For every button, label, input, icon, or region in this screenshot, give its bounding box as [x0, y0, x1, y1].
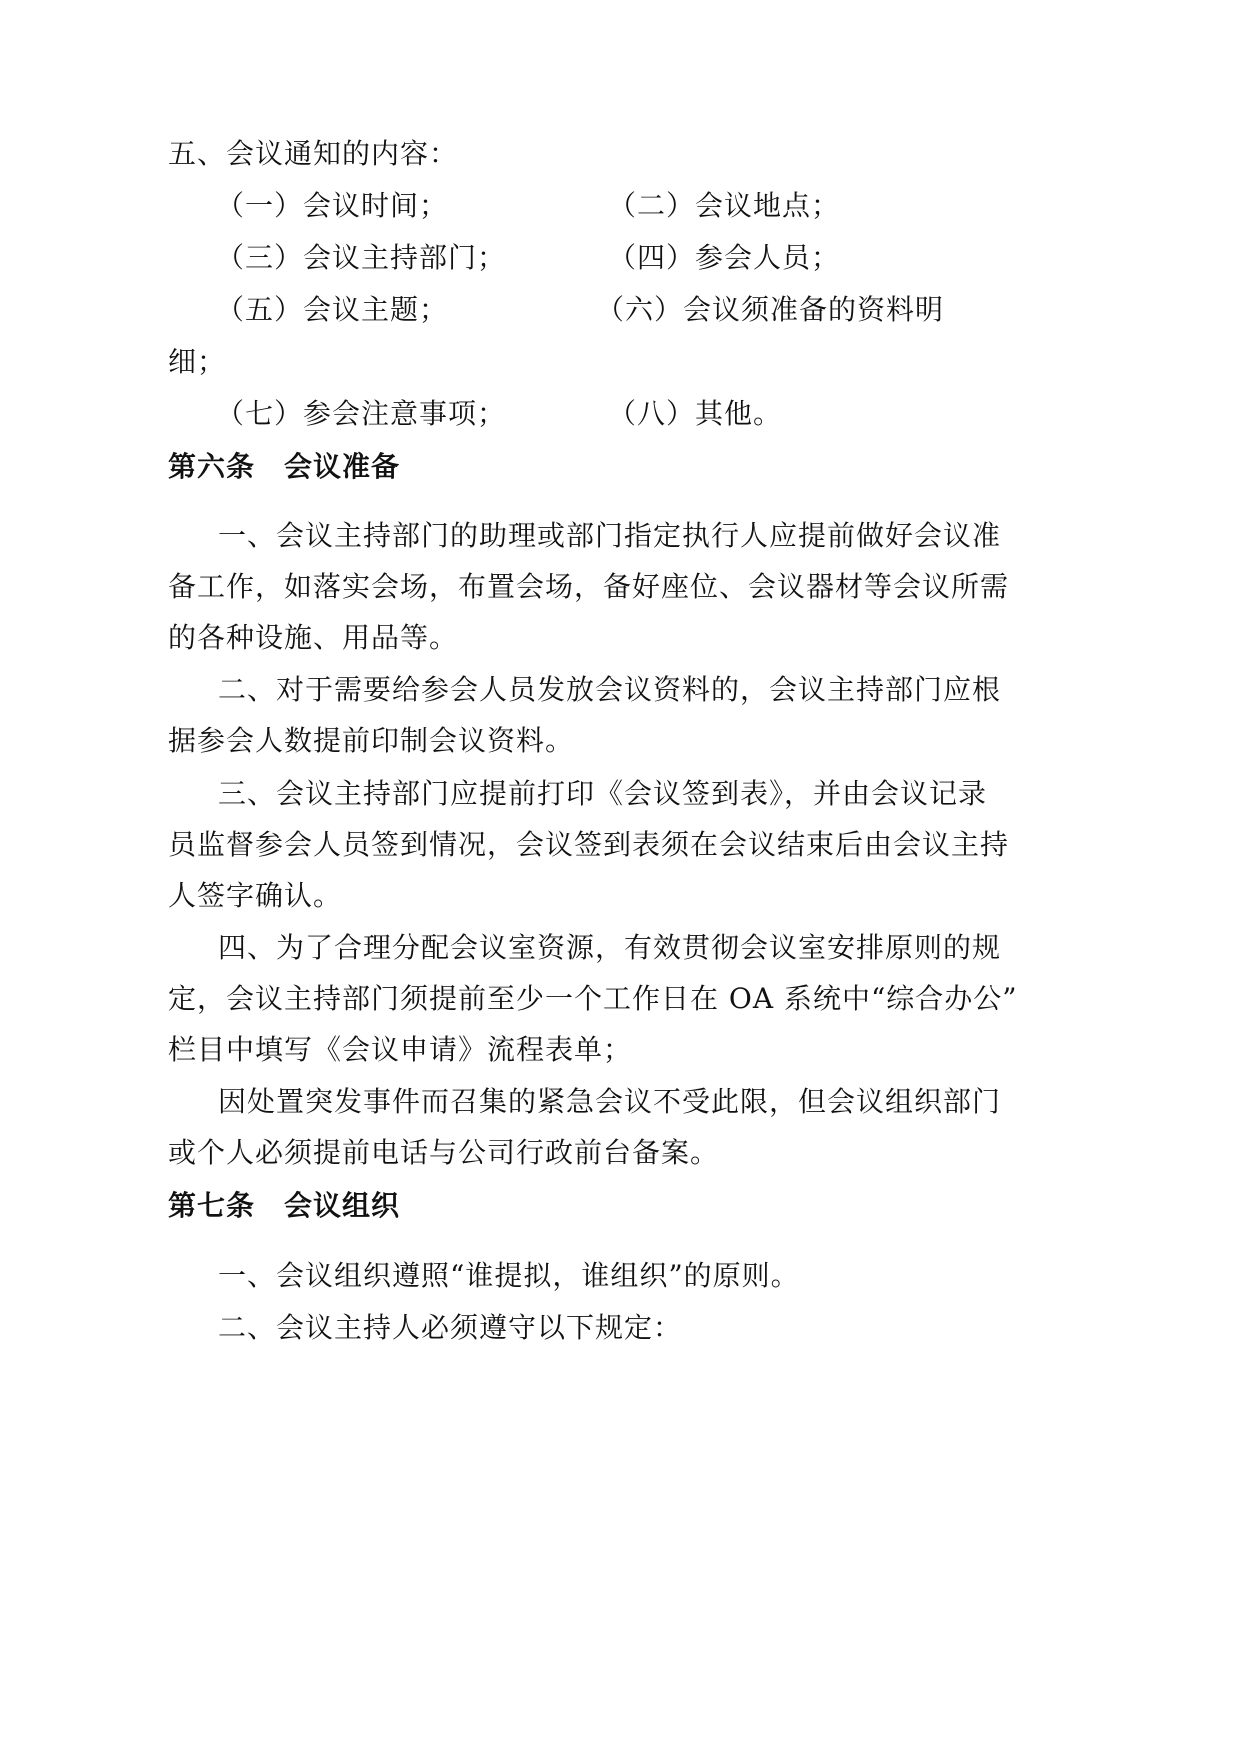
article-6-para-5-line-1: 因处置突发事件而召集的紧急会议不受此限，但会议组织部门: [218, 1085, 1002, 1118]
article-6-para-1-line-3: 的各种设施、用品等。: [168, 621, 459, 654]
article-6-para-5-line-2: 或个人必须提前电话与公司行政前台备案。: [168, 1136, 720, 1169]
notice-item-3: （三）会议主持部门；: [216, 241, 507, 274]
notice-item-6: （六）会议须准备的资料明: [596, 293, 945, 326]
article-6-para-1-line-2: 备工作，如落实会场，布置会场，备好座位、会议器材等会议所需: [168, 570, 1010, 603]
article-6-para-3-line-1: 三、会议主持部门应提前打印《会议签到表》，并由会议记录: [218, 777, 988, 810]
article-7-title: 第七条 会议组织: [168, 1189, 401, 1222]
article-6-para-4-line-1: 四、为了合理分配会议室资源，有效贯彻会议室安排原则的规: [218, 931, 1002, 964]
article-6-para-2-line-2: 据参会人数提前印制会议资料。: [168, 724, 575, 757]
notice-item-5: （五）会议主题；: [216, 293, 449, 326]
notice-item-7: （七）参会注意事项；: [216, 397, 507, 430]
article-6-para-3-line-2: 员监督参会人员签到情况，会议签到表须在会议结束后由会议主持: [168, 828, 1010, 861]
notice-item-4: （四）参会人员；: [608, 241, 841, 274]
notice-item-2: （二）会议地点；: [608, 189, 841, 222]
notice-item-8: （八）其他。: [608, 397, 783, 430]
notice-item-6-cont: 细；: [168, 345, 227, 378]
notice-item-1: （一）会议时间；: [216, 189, 449, 222]
article-7-para-1: 一、会议组织遵照“谁提拟，谁组织”的原则。: [218, 1259, 800, 1292]
article-6-title: 第六条 会议准备: [168, 450, 401, 483]
article-6-para-3-line-3: 人签字确认。: [168, 879, 343, 912]
article-6-para-4-line-2: 定，会议主持部门须提前至少一个工作日在 OA 系统中“综合办公”: [168, 982, 1018, 1015]
article-6-para-2-line-1: 二、对于需要给参会人员发放会议资料的，会议主持部门应根: [218, 673, 1002, 706]
article-6-para-1-line-1: 一、会议主持部门的助理或部门指定执行人应提前做好会议准: [218, 519, 1002, 552]
section-5-heading: 五、会议通知的内容：: [168, 137, 459, 170]
article-6-para-4-line-3: 栏目中填写《会议申请》流程表单；: [168, 1033, 633, 1066]
article-7-para-2: 二、会议主持人必须遵守以下规定：: [218, 1311, 683, 1344]
